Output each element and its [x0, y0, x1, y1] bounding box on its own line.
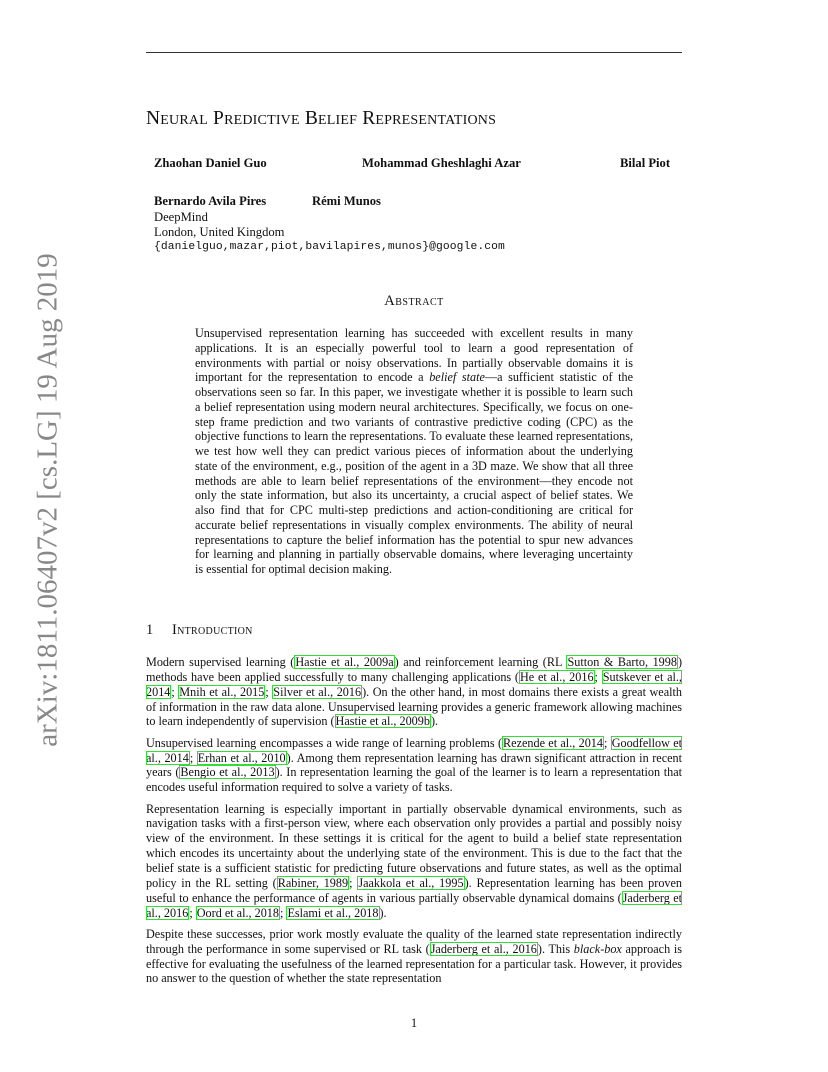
text: ) methods have been applied successfully to many challenging applications ( — [146, 655, 683, 684]
citation-link[interactable]: Jaderberg et al., 2016 — [146, 890, 682, 920]
author-guo: Zhaohan Daniel Guo — [154, 156, 267, 170]
author-piot: Bilal Piot — [620, 156, 671, 170]
citation-link[interactable]: Hastie et al., 2009a — [295, 655, 394, 669]
citation-link[interactable]: Hastie et al., 2009b — [335, 714, 430, 729]
author-munos: Rémi Munos — [312, 194, 381, 208]
text: ; — [189, 905, 196, 920]
affiliation-location: London, United Kingdom — [154, 225, 285, 239]
abstract-emphasis: belief state — [429, 370, 485, 385]
page-number: 1 — [410, 1016, 418, 1030]
abstract-part: Unsupervised representation learning has succeeded with excellent results in many applications. It is an especially powerful tool to learn a good representation of environments with partial or noisy observations. In partially observable domains it is important for the representation to encode a — [195, 326, 633, 385]
section-heading — [146, 622, 253, 639]
citation-link[interactable]: Mnih et al., 2015 — [179, 684, 265, 699]
citation-link[interactable]: Silver et al., 2016 — [273, 684, 362, 699]
citation-link[interactable]: Bengio et al., 2013 — [180, 765, 275, 780]
citation-link[interactable]: Sutskever et al., 2014 — [146, 669, 682, 699]
text: ; — [349, 875, 358, 890]
text: Modern supervised learning ( — [146, 655, 295, 669]
abstract-heading: Abstract — [384, 293, 444, 309]
citation-link[interactable]: Erhan et al., 2010 — [197, 750, 286, 765]
citation-link[interactable]: Goodfellow et al., 2014 — [146, 735, 683, 765]
text: Representation learning is especially important in partially observable dynamical environments, such as navigation tasks with a first-person view, where each observation only provides a partial and possibly noisy view of the environment. In these settings it is critical for the agent to build a belief state representation which encodes its uncertainty about the underlying state of the environment. This is due to the fact that the belief state is a sufficient statistic for predicting future observations and future states, as well as the optimal policy in the RL setting ( — [146, 801, 682, 890]
citation-link[interactable]: Jaakkola et al., 1995 — [358, 875, 464, 890]
text: ). This — [537, 941, 574, 956]
citation-link[interactable]: Sutton & Barto, 1998 — [567, 655, 677, 669]
text: ; — [171, 684, 179, 699]
citation-link[interactable]: Oord et al., 2018 — [196, 905, 279, 920]
author-azar: Mohammad Gheshlaghi Azar — [362, 156, 521, 170]
text: ). — [379, 905, 387, 920]
text: ). Among them representation learning has drawn significant attraction in recent years ( — [146, 750, 682, 780]
text: ). Representation learning has been proven useful to enhance the performance of agents in various partially observable dynamical domains ( — [146, 875, 683, 905]
citation-link[interactable]: Rabiner, 1989 — [277, 875, 349, 890]
paragraph-1 — [146, 655, 682, 729]
text: Despite these successes, prior work mostly evaluate the quality of the learned state representation indirectly through the performance in some supervised or RL task ( — [146, 926, 682, 956]
citation-link[interactable]: He et al., 2016 — [519, 669, 594, 684]
abstract-text — [195, 326, 633, 577]
abstract-part: —a sufficient statistic of the observations seen so far. In this paper, we investigate whether it is possible to learn such a belief representation using modern neural architectures. Specifically, we focus on one-step frame prediction and two variants of contrastive predictive coding (CPC) as the objective functions to learn the representations. To evaluate these learned representations, we test how well they can predict various pieces of information about the underlying state of the environment, e.g., position of the agent in a 3D maze. We show that all three methods are able to learn belief representations of the environment—they encode not only the state information, but also its uncertainty, a crucial aspect of belief states. We also find that for CPC multi-step predictions and action-conditioning are critical for accurate belief representations in visually complex environments. The ability of neural representations to capture the belief information has the potential to spur new advances for learning and planning in partially observable domains, where leveraging uncertainty is essential for optimal decision making. — [195, 370, 634, 576]
paragraph-4 — [146, 927, 682, 986]
affiliation-org: DeepMind — [154, 210, 208, 224]
citation-link[interactable]: Rezende et al., 2014 — [503, 735, 603, 750]
paper-title: Neural Predictive Belief Representations — [146, 108, 497, 129]
paragraph-3 — [146, 802, 682, 921]
text: Unsupervised learning encompasses a wide range of learning problems ( — [146, 735, 503, 750]
text: ). On the other hand, in most domains there exists a great wealth of information in the raw data alone. Unsupervised learning provides a generic framework allowing machines to learn independently of supervision ( — [146, 684, 682, 729]
text: ; — [603, 735, 611, 750]
text: ). In representation learning the goal of the learner is to learn a representation that encodes useful information required to solve a variety of tasks. — [146, 765, 683, 795]
text: ). — [430, 714, 439, 729]
section-title: Introduction — [172, 622, 253, 638]
author-pires: Bernardo Avila Pires — [154, 194, 267, 208]
text: ; — [265, 684, 273, 699]
intro-body — [146, 655, 682, 993]
citation-link[interactable]: Eslami et al., 2018 — [287, 905, 379, 920]
section-number: 1 — [146, 622, 154, 638]
emphasis: black-box — [573, 941, 622, 956]
text: approach is effective for evaluating the usefulness of the learned representation for a particular task. However, it provides no answer to the question of whether the state representation — [146, 941, 682, 986]
text: ) and reinforcement learning (RL — [394, 655, 567, 669]
text: ; — [280, 905, 287, 920]
citation-link[interactable]: Jaderberg et al., 2016 — [430, 941, 537, 956]
top-rule — [146, 52, 682, 53]
arxiv-stamp[interactable]: arXiv:1811.06407v2 [cs.LG] 19 Aug 2019 — [31, 253, 64, 747]
text: ; — [594, 669, 602, 684]
affiliation-email[interactable]: {danielguo,mazar,piot,bavilapires,munos}@google.com — [154, 241, 505, 253]
paragraph-2 — [146, 736, 682, 795]
text: ; — [189, 750, 197, 765]
